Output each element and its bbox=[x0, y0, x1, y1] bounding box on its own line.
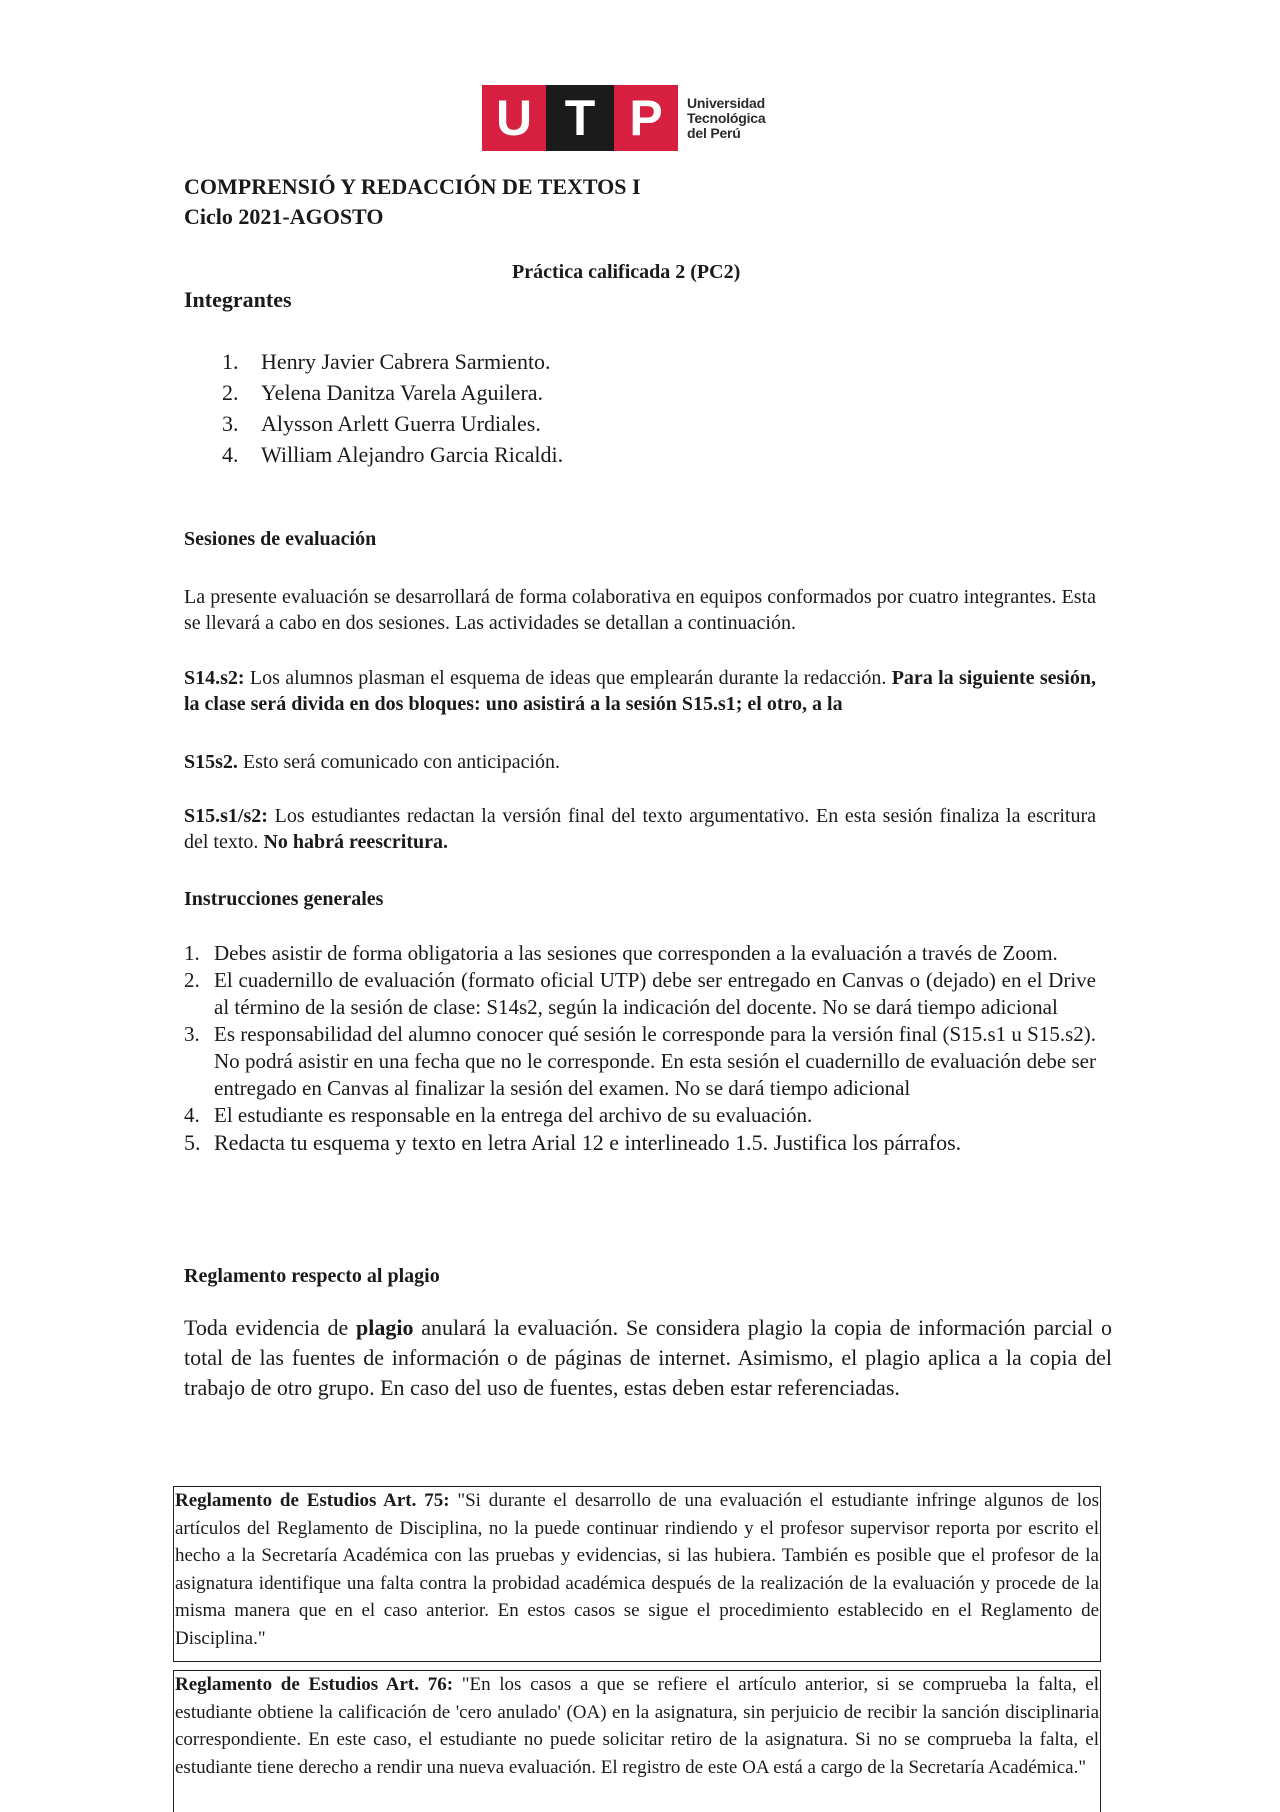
instruction-item bbox=[184, 1021, 1096, 1102]
plagiarism-text-before: Toda evidencia de bbox=[184, 1315, 357, 1340]
session-s15s2-text: Esto será comunicado con anticipación. bbox=[237, 751, 561, 773]
logo-line: Tecnológica bbox=[687, 109, 766, 126]
members-list bbox=[222, 346, 563, 470]
session-s15s2-label: S15s2. bbox=[184, 751, 238, 773]
member-item bbox=[222, 439, 563, 470]
logo-letter-p: P bbox=[614, 85, 678, 151]
plagiarism-bold-word: plagio bbox=[356, 1315, 414, 1340]
regulation-art75-label: Reglamento de Estudios Art. 75: bbox=[175, 1490, 450, 1511]
regulation-art76-label: Reglamento de Estudios Art. 76: bbox=[175, 1674, 454, 1695]
instruction-number: 2. bbox=[184, 968, 200, 992]
plagiarism-text-after: anulará la evaluación. Se considera plagio la copia de información parcial o total de las fuentes de información o de páginas de internet. Asimismo, el plagio aplica a la copia del trabajo de otro grupo. En caso del uso de fuentes, estas deben estar referenciadas. bbox=[184, 1315, 1112, 1400]
member-item bbox=[222, 377, 563, 408]
instruction-text: Es responsabilidad del alumno conocer qué sesión le corresponde para la versión final (S15.s1 u S15.s2). No podrá asistir en una fecha que no le corresponde. En esta sesión el cuadernillo de evaluación debe ser entregado en Canvas al finalizar la sesión del examen. No se dará tiempo adicional bbox=[214, 1022, 1096, 1100]
member-name: Alysson Arlett Guerra Urdiales. bbox=[261, 411, 541, 436]
member-number: 2. bbox=[222, 380, 239, 405]
member-name: Henry Javier Cabrera Sarmiento. bbox=[261, 349, 551, 374]
instruction-text: Debes asistir de forma obligatoria a las sesiones que corresponden a la evaluación a través de Zoom. bbox=[214, 941, 1058, 965]
session-s15-paragraph bbox=[184, 803, 1096, 855]
logo-line: del Perú bbox=[687, 124, 741, 141]
member-item bbox=[222, 408, 563, 439]
regulation-art75-box bbox=[173, 1486, 1101, 1662]
members-heading: Integrantes bbox=[184, 287, 292, 312]
instruction-text: El cuadernillo de evaluación (formato oficial UTP) debe ser entregado en Canvas o (dejado) en el Drive al término de la sesión de clase: S14s2, según la indicación del docente. No se dará tiempo adicional bbox=[214, 968, 1096, 1019]
logo-line: Universidad bbox=[687, 94, 765, 111]
session-s14-paragraph bbox=[184, 665, 1096, 717]
sessions-heading: Sesiones de evaluación bbox=[184, 528, 377, 550]
member-number: 3. bbox=[222, 411, 239, 436]
regulation-art75-text: "Si durante el desarrollo de una evaluación el estudiante infringe algunos de los artículos del Reglamento de Disciplina, no la puede continuar rindiendo y el profesor supervisor reporta por escrito el hecho a la Secretaría Académica con las pruebas y evidencias, si las hubiera. También es posible que el profesor de la asignatura identifique una falta contra la probidad académica después de la realización de la evaluación y procede de la misma manera que en el caso anterior. En estos casos se sigue el procedimiento establecido en el Reglamento de Disciplina." bbox=[175, 1490, 1099, 1649]
instruction-item bbox=[184, 1129, 1096, 1156]
sessions-intro: La presente evaluación se desarrollará de forma colaborativa en equipos conformados por cuatro integrantes. Esta se llevará a cabo en dos sesiones. Las actividades se detallan a continuación. bbox=[184, 586, 1096, 634]
instruction-item bbox=[184, 940, 1096, 967]
member-item bbox=[222, 346, 563, 377]
session-s15-bold-text: No habrá reescritura. bbox=[263, 831, 449, 853]
regulation-art76-text: "En los casos a que se refiere el artículo anterior, si se comprueba la falta, el estudiante obtiene la calificación de 'cero anulado' (OA) en la asignatura, sin perjuicio de recibir la sanción disciplinaria correspondiente. En este caso, el estudiante no puede solicitar retiro de la asignatura. Si no se comprueba la falta, el estudiante tiene derecho a rendir una nueva evaluación. El registro de este OA está a cargo de la Secretaría Académica." bbox=[175, 1674, 1099, 1778]
instructions-heading: Instrucciones generales bbox=[184, 888, 384, 910]
instructions-list bbox=[184, 940, 1096, 1156]
session-s15s2-paragraph bbox=[184, 749, 1096, 775]
course-cycle: Ciclo 2021-AGOSTO bbox=[184, 204, 384, 229]
session-s15-label: S15.s1/s2: bbox=[184, 805, 268, 827]
session-s14-label: S14.s2: bbox=[184, 667, 245, 689]
utp-logo bbox=[482, 84, 764, 152]
practice-title: Práctica calificada 2 (PC2) bbox=[512, 261, 741, 283]
plagiarism-heading: Reglamento respecto al plagio bbox=[184, 1265, 440, 1287]
instruction-item bbox=[184, 1102, 1096, 1129]
session-s15-text: Los estudiantes redactan la versión final del texto argumentativo. En esta sesión finaliza la escritura del texto. bbox=[184, 805, 1096, 853]
instruction-number: 4. bbox=[184, 1103, 200, 1127]
logo-letter-u: U bbox=[482, 85, 546, 151]
regulation-art76-box bbox=[173, 1670, 1101, 1812]
member-number: 1. bbox=[222, 349, 239, 374]
instruction-text: El estudiante es responsable en la entrega del archivo de su evaluación. bbox=[214, 1103, 813, 1127]
instruction-number: 1. bbox=[184, 941, 200, 965]
member-name: William Alejandro Garcia Ricaldi. bbox=[261, 442, 564, 467]
plagiarism-paragraph bbox=[184, 1313, 1112, 1403]
instruction-number: 5. bbox=[184, 1130, 201, 1155]
session-s14-bold-text: Para la siguiente sesión, la clase será divida en dos bloques: uno asistirá a la sesión S15.s1; el otro, a la bbox=[184, 667, 1096, 715]
member-number: 4. bbox=[222, 442, 239, 467]
course-title: COMPRENSIÓ Y REDACCIÓN DE TEXTOS I bbox=[184, 174, 641, 199]
logo-letter-t: T bbox=[546, 85, 614, 151]
instruction-item bbox=[184, 967, 1096, 1021]
session-s14-text: Los alumnos plasman el esquema de ideas que emplearán durante la redacción. bbox=[244, 667, 892, 689]
instruction-text: Redacta tu esquema y texto en letra Arial 12 e interlineado 1.5. Justifica los párrafos. bbox=[214, 1130, 962, 1155]
member-name: Yelena Danitza Varela Aguilera. bbox=[261, 380, 544, 405]
utp-logo-mark bbox=[482, 85, 678, 151]
instruction-number: 3. bbox=[184, 1022, 200, 1046]
logo-wordmark bbox=[687, 96, 765, 141]
